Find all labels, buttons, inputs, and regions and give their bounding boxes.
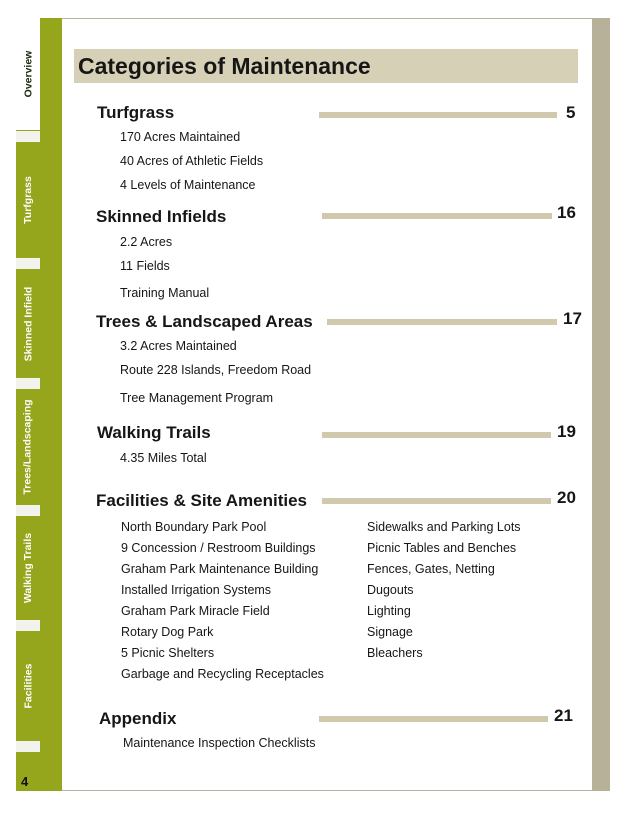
tab-walking-trails[interactable] [16, 516, 40, 620]
section-heading-skinned-infields[interactable]: Skinned Infields [96, 207, 227, 226]
list-item: 3.2 Acres Maintained [120, 339, 237, 353]
list-item: North Boundary Park Pool [121, 520, 267, 534]
leader-bar [319, 112, 557, 118]
list-item: Training Manual [120, 286, 210, 300]
list-item: Graham Park Miracle Field [121, 604, 270, 618]
list-item: 9 Concession / Restroom Buildings [121, 541, 316, 555]
list-item: 4.35 Miles Total [120, 451, 207, 465]
leader-bar [319, 716, 548, 722]
list-item: Rotary Dog Park [121, 625, 214, 639]
tab-turfgrass[interactable] [16, 142, 40, 258]
page-ref-walking-trails[interactable]: 19 [557, 422, 576, 441]
list-item: Bleachers [367, 646, 423, 660]
tab-overview[interactable] [16, 18, 40, 130]
tab-divider [16, 741, 40, 752]
tab-divider [16, 131, 40, 142]
list-item: 5 Picnic Shelters [121, 646, 215, 660]
page-number: 4 [21, 774, 29, 789]
list-item: Signage [367, 625, 413, 639]
section-heading-facilities[interactable]: Facilities & Site Amenities [96, 491, 307, 510]
list-item: Graham Park Maintenance Building [121, 562, 319, 576]
section-heading-walking-trails[interactable]: Walking Trails [97, 423, 211, 442]
leader-bar [327, 319, 557, 325]
page-ref-skinned-infields[interactable]: 16 [557, 203, 576, 222]
section-heading-appendix[interactable]: Appendix [99, 709, 177, 728]
right-margin-bar [592, 18, 610, 791]
list-item: 11 Fields [120, 259, 170, 273]
tab-skinned-infield-label: Skinned Infield [22, 286, 34, 361]
tab-skinned-infield[interactable] [16, 269, 40, 378]
list-item: 4 Levels of Maintenance [120, 178, 256, 192]
list-item: Lighting [367, 604, 411, 618]
tab-overview-label: Overview [22, 50, 35, 98]
tab-facilities[interactable] [16, 631, 40, 741]
list-item: Dugouts [367, 583, 414, 597]
tab-divider [16, 620, 40, 631]
page-ref-turfgrass[interactable]: 5 [566, 103, 576, 122]
tab-divider [16, 258, 40, 269]
leader-bar [322, 432, 551, 438]
leader-bar [322, 498, 551, 504]
tab-divider [16, 505, 40, 516]
list-item: 40 Acres of Athletic Fields [120, 154, 264, 168]
list-item: 2.2 Acres [120, 235, 173, 249]
list-item: Sidewalks and Parking Lots [367, 520, 521, 534]
page-ref-appendix[interactable]: 21 [554, 706, 573, 725]
list-item: Fences, Gates, Netting [367, 562, 495, 576]
page-title: Categories of Maintenance [78, 53, 371, 79]
tab-turfgrass-label: Turfgrass [22, 176, 34, 224]
list-item: Picnic Tables and Benches [367, 541, 517, 555]
list-item: 170 Acres Maintained [120, 130, 241, 144]
page-ref-facilities[interactable]: 20 [557, 488, 576, 507]
tab-facilities-label: Facilities [22, 663, 35, 709]
tab-trees-landscaping[interactable] [16, 389, 40, 505]
tab-trees-landscaping-label: Trees/Landscaping [22, 399, 34, 495]
tab-walking-trails-label: Walking Trails [22, 532, 34, 604]
list-item: Maintenance Inspection Checklists [123, 736, 316, 750]
tab-divider [16, 378, 40, 389]
list-item: Route 228 Islands, Freedom Road [120, 363, 312, 377]
section-heading-turfgrass[interactable]: Turfgrass [97, 103, 175, 122]
page-ref-trees[interactable]: 17 [563, 309, 582, 328]
leader-bar [322, 213, 552, 219]
list-item: Tree Management Program [120, 391, 274, 405]
list-item: Installed Irrigation Systems [121, 583, 272, 597]
section-heading-trees[interactable]: Trees & Landscaped Areas [96, 312, 313, 331]
list-item: Garbage and Recycling Receptacles [121, 667, 324, 681]
